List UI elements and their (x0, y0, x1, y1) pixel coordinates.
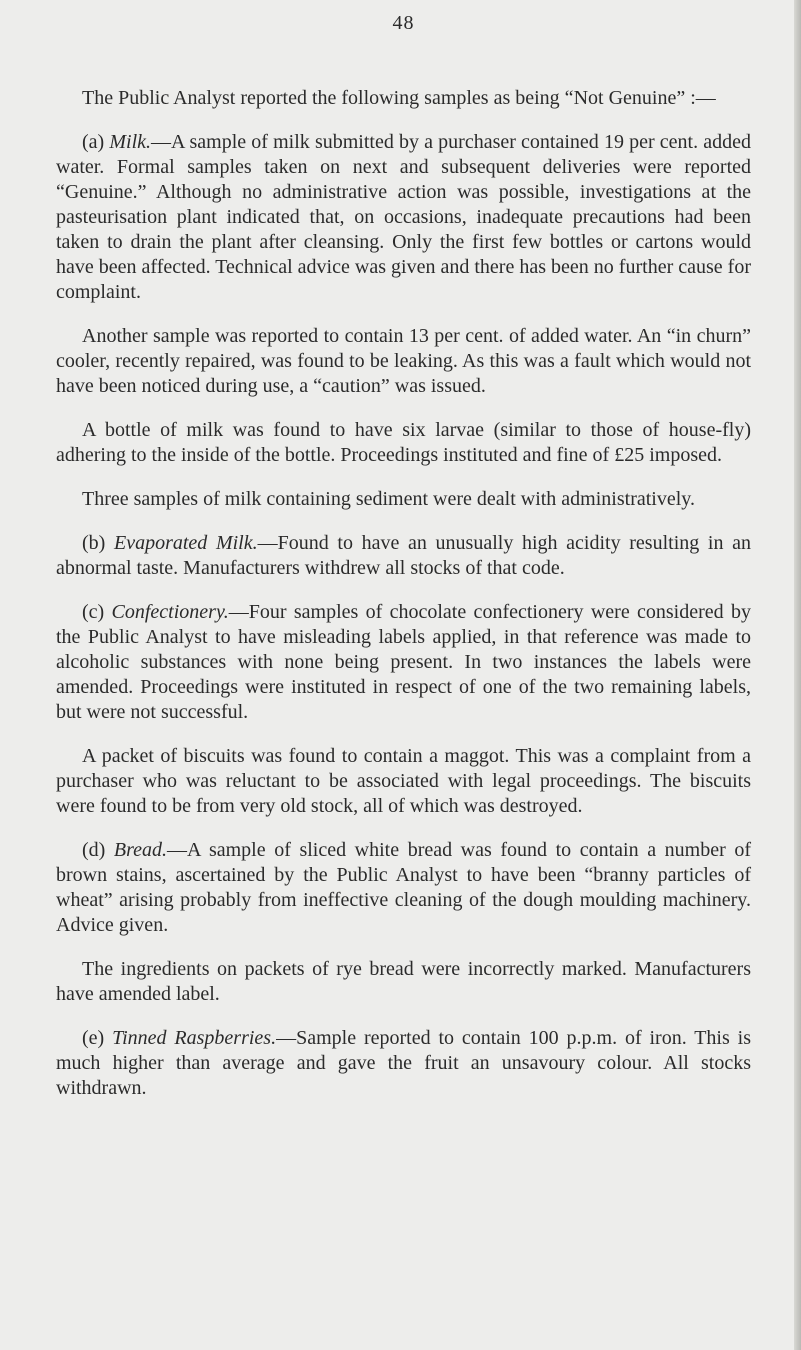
paragraph-confectionery (56, 600, 751, 725)
paragraph-text: —Found to have an unusually high acidity resulting in an abnormal taste. Manufacturers withdrew all stocks of that code. (56, 532, 751, 579)
paragraph-text: Three samples of milk containing sediment were dealt with administratively. (82, 488, 695, 510)
paragraph-larvae (56, 418, 751, 468)
paragraph-prefix: (a) (82, 131, 110, 153)
paragraph-intro (56, 86, 751, 111)
section-label-confectionery: Confectionery. (111, 601, 229, 623)
paragraph-text: The Public Analyst reported the following samples as being “Not Genuine” :— (82, 87, 716, 109)
paragraph-rye-bread (56, 957, 751, 1007)
paragraph-prefix: (d) (82, 839, 114, 861)
paragraph-text: —A sample of sliced white bread was found to contain a number of brown stains, ascertained by the Public Analyst to have been “branny particles of wheat” arising probably from ineffective cleaning of the dough moulding machinery. Advice given. (56, 839, 751, 936)
section-label-evaporated-milk: Evaporated Milk. (113, 532, 258, 554)
paragraph-text: A packet of biscuits was found to contain a maggot. This was a complaint from a purchaser who was reluctant to be associated with legal proceedings. The biscuits were found to be from very old stock, all of which was destroyed. (56, 745, 751, 817)
paragraph-prefix: (b) (82, 532, 114, 554)
paragraph-prefix: (c) (82, 601, 112, 623)
paragraph-text: Another sample was reported to contain 13 per cent. of added water. An “in churn” cooler, recently repaired, was found to be leaking. As this was a fault which would not have been noticed during use, a “caution” was issued. (56, 325, 751, 397)
paragraph-text: —Four samples of chocolate confectionery were considered by the Public Analyst to have misleading labels applied, in that reference was made to alcoholic substances with none being present. In two instances the labels were amended. Proceedings were instituted in respect of one of the two remaining labels, but were not successful. (56, 601, 751, 723)
paragraph-text: The ingredients on packets of rye bread were incorrectly marked. Manufacturers have amended label. (56, 958, 751, 1005)
section-label-bread: Bread. (113, 839, 168, 861)
page-edge-shadow (794, 0, 801, 1350)
paragraph-tinned-raspberries (56, 1026, 751, 1101)
paragraph-text: —A sample of milk submitted by a purchaser contained 19 per cent. added water. Formal samples taken on next and subsequent deliveries were reported “Genuine.” Although no administrative action was possible, investigations at the pasteurisation plant indicated that, on occasions, inadequate precautions had been taken to drain the plant after cleansing. Only the first few bottles or cartons would have been affected. Technical advice was given and there has been no further cause for complaint. (56, 131, 751, 303)
paragraph-bread (56, 838, 751, 938)
page-number: 48 (392, 12, 415, 34)
paragraph-evaporated-milk (56, 531, 751, 581)
section-label-milk: Milk. (109, 131, 152, 153)
paragraph-prefix: (e) (82, 1027, 113, 1049)
paragraph-added-water (56, 324, 751, 399)
paragraph-text: A bottle of milk was found to have six larvae (similar to those of house-fly) adhering to the inside of the bottle. Proceedings instituted and fine of £25 imposed. (56, 419, 751, 466)
paragraph-milk (56, 130, 751, 305)
paragraph-text: —Sample reported to contain 100 p.p.m. of iron. This is much higher than average and gave the fruit an unsavoury colour. All stocks withdrawn. (56, 1027, 751, 1099)
paragraph-biscuits (56, 744, 751, 819)
section-label-tinned-raspberries: Tinned Raspberries. (112, 1027, 277, 1049)
paragraph-sediment (56, 487, 751, 512)
